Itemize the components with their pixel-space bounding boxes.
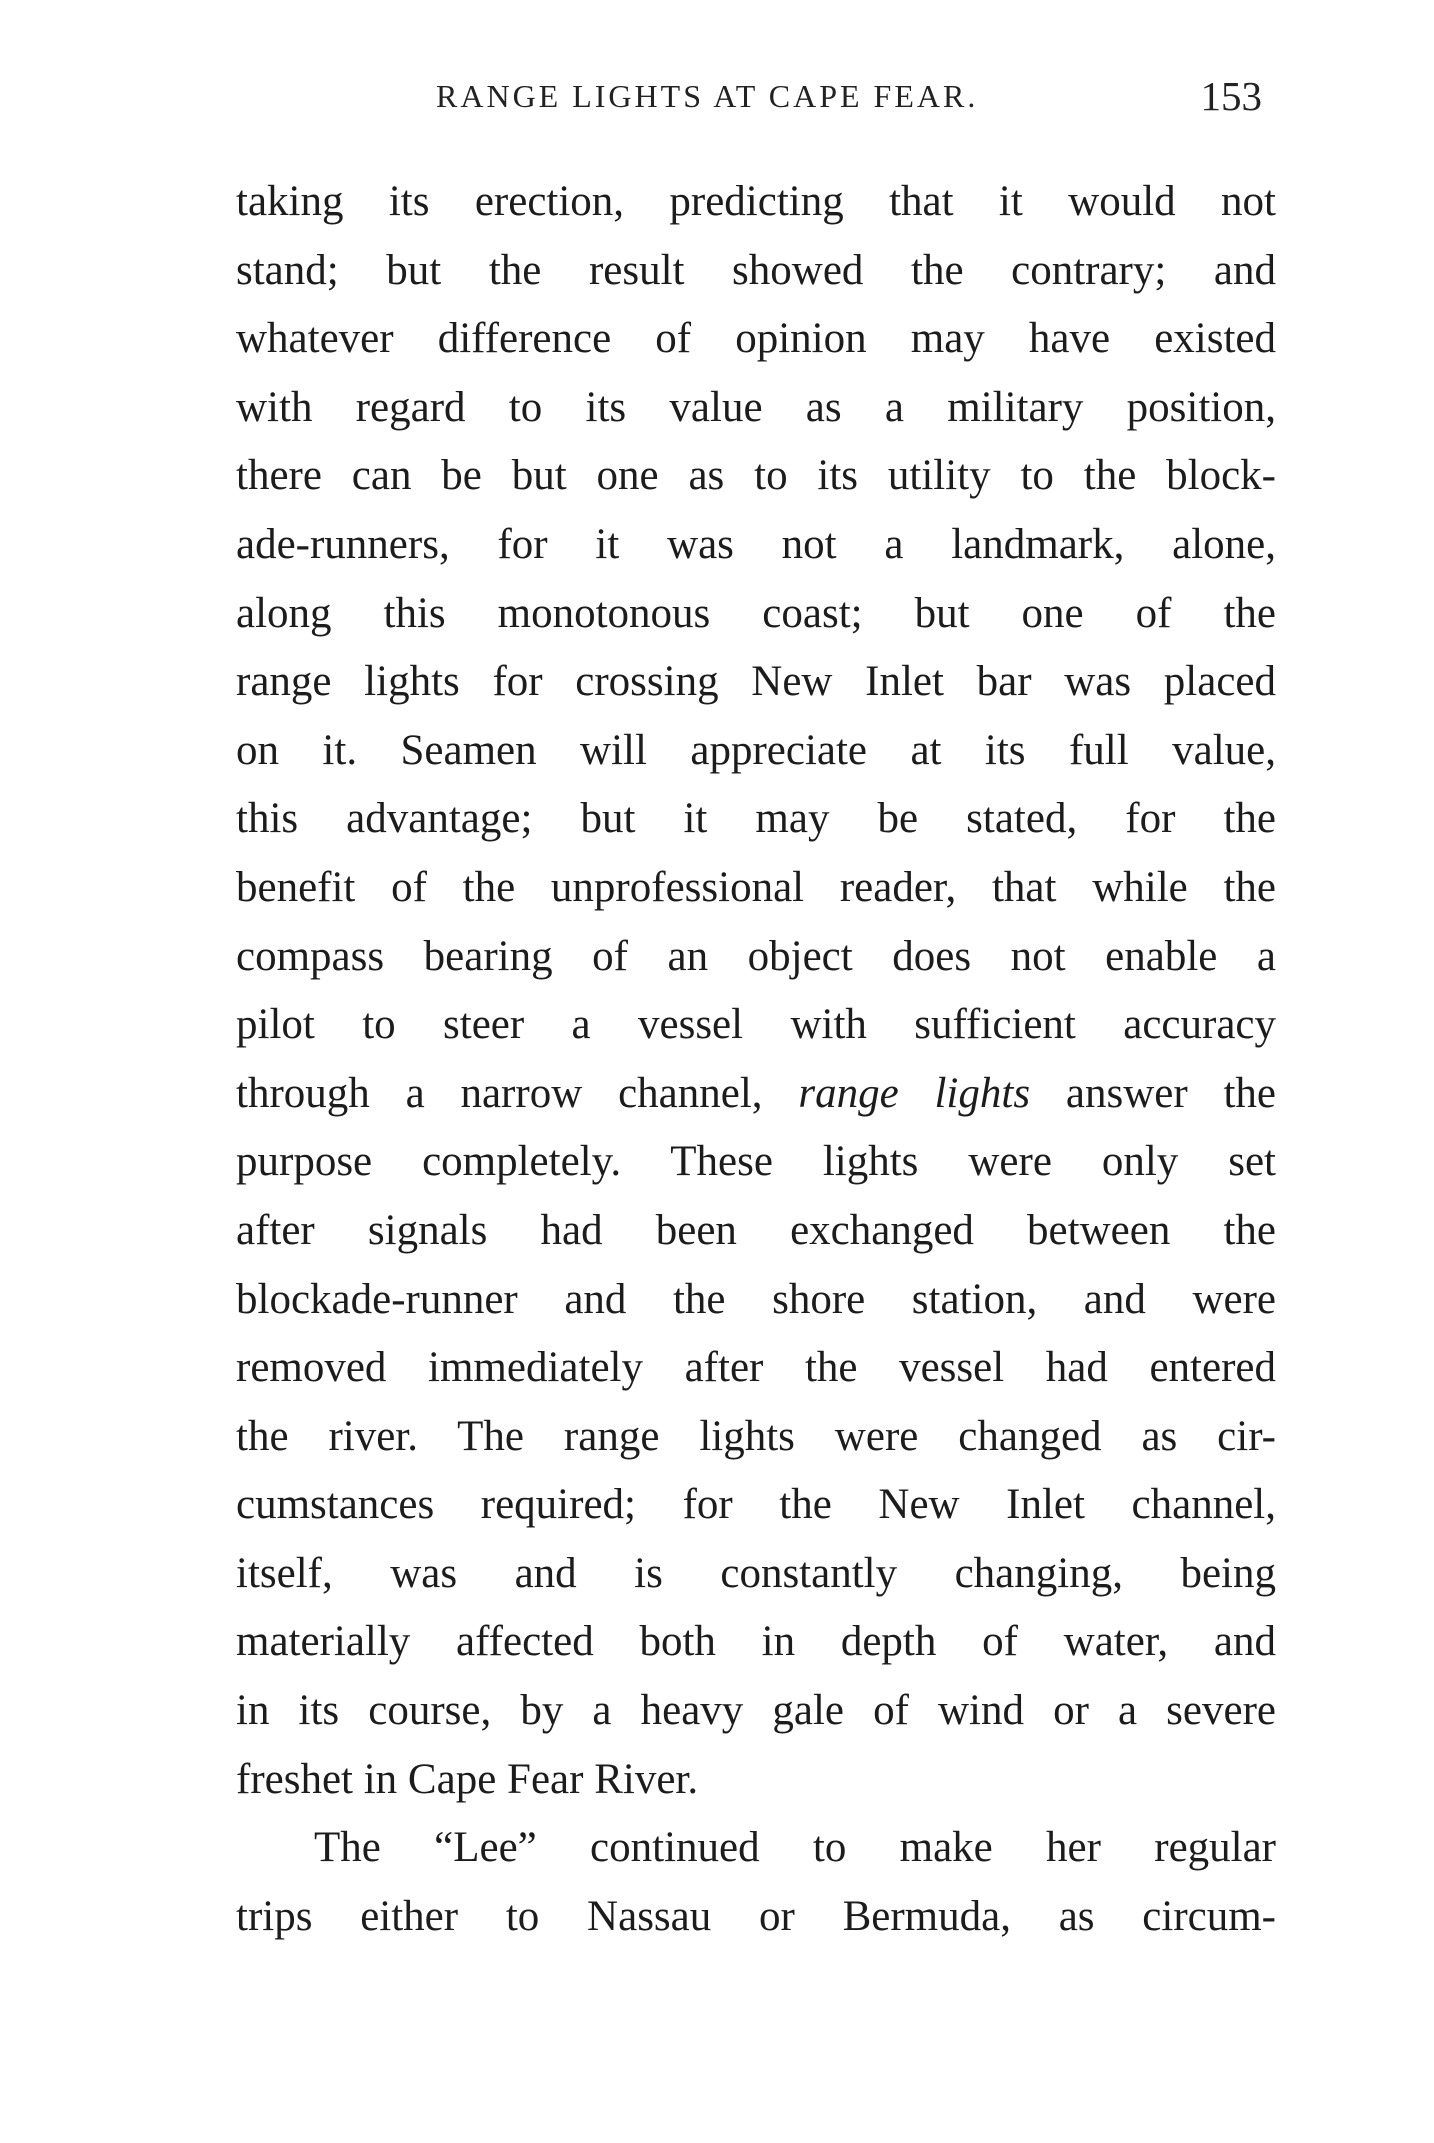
text-line: in its course, by a heavy gale of wind or a severe [236,1687,1276,1735]
text-line: along this monotonous coast; but one of the [236,589,1276,637]
text-line: materially affected both in depth of water, and [236,1618,1276,1666]
text-line: benefit of the unprofessional reader, that while the [236,863,1276,911]
text-line: there can be but one as to its utility to the block- [236,452,1276,500]
text-segment: through a narrow channel, [236,1069,799,1117]
text-line: taking its erection, predicting that it would not [236,178,1276,225]
text-line: The “Lee” continued to make her regular [314,1824,1276,1872]
paragraph-range-lights [236,168,1276,1814]
text-line: blockade-runner and the shore station, and were [236,1275,1276,1323]
paragraph-lee-trips [236,1814,1276,1951]
text-line: trips either to Nassau or Bermuda, as circum- [236,1892,1276,1940]
text-line: removed immediately after the vessel had entered [236,1344,1276,1392]
text-line: with regard to its value as a military position, [236,383,1276,431]
text-line: purpose completely. These lights were only set [236,1138,1276,1186]
text-line-with-italic [236,1060,1276,1129]
text-line: range lights for crossing New Inlet bar was placed [236,658,1276,706]
page-number: 153 [1200,73,1262,119]
text-line: ade-runners, for it was not a landmark, alone, [236,520,1276,568]
text-line: cumstances required; for the New Inlet channel, [236,1481,1276,1529]
italic-term-range-lights: range lights [798,1069,1031,1117]
text-line: the river. The range lights were changed as cir- [236,1412,1276,1460]
text-line: on it. Seamen will appreciate at its full value, [236,726,1276,774]
text-line: whatever difference of opinion may have existed [236,315,1276,363]
text-line: stand; but the result showed the contrary; and [236,246,1276,294]
text-line: freshet in Cape Fear River. [236,1755,699,1803]
running-title: RANGE LIGHTS AT CAPE FEAR. [436,78,979,114]
text-segment: answer the [1030,1069,1276,1117]
text-line: compass bearing of an object does not enable a [236,932,1276,980]
text-line: itself, was and is constantly changing, being [236,1549,1276,1597]
running-head [236,72,1276,122]
text-line: after signals had been exchanged between the [236,1206,1276,1254]
text-line: pilot to steer a vessel with sufficient accuracy [236,1001,1276,1049]
text-line: this advantage; but it may be stated, for the [236,795,1276,843]
body-text [236,168,1276,1951]
